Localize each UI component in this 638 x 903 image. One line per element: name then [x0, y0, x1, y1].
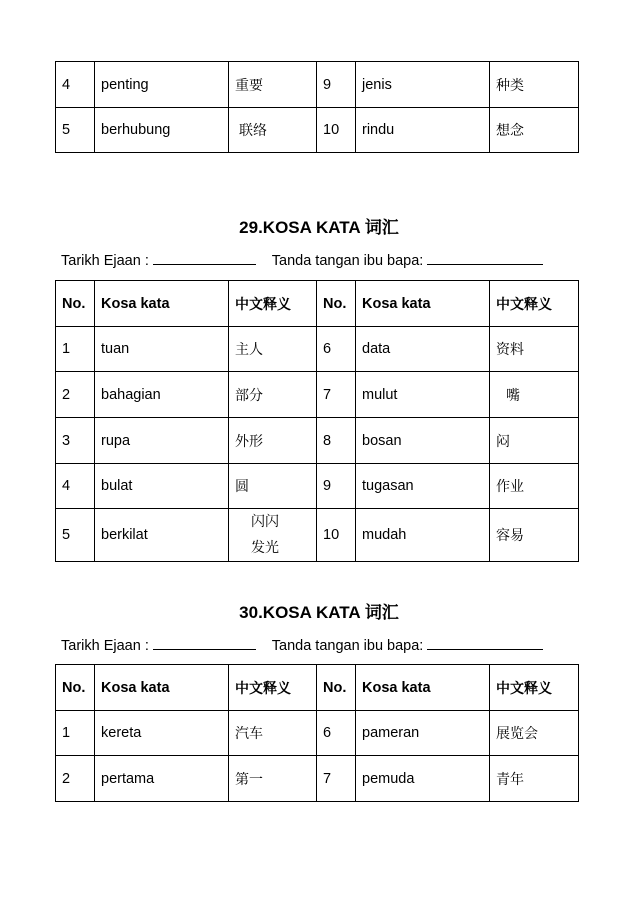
- header-chinese: 中文释义: [490, 665, 579, 711]
- table-row: [56, 327, 579, 372]
- row-number: 9: [317, 464, 356, 509]
- row-number: 2: [56, 372, 95, 418]
- signature-line-30: [61, 635, 543, 654]
- chinese-meaning: 想念: [490, 108, 579, 153]
- table-header-row: [56, 281, 579, 327]
- signature-line-29: [61, 250, 543, 269]
- header-no: No.: [56, 281, 95, 327]
- row-number: 5: [56, 509, 95, 562]
- malay-word: jenis: [356, 62, 490, 108]
- chinese-meaning: 容易: [490, 509, 579, 562]
- row-number: 6: [317, 327, 356, 372]
- chinese-meaning: 联络: [229, 108, 317, 153]
- chinese-meaning: 外形: [229, 418, 317, 464]
- row-number: 4: [56, 464, 95, 509]
- spelling-date-blank[interactable]: [153, 635, 256, 650]
- parent-signature-blank[interactable]: [427, 635, 543, 650]
- malay-word: mulut: [356, 372, 490, 418]
- chinese-meaning: 重要: [229, 62, 317, 108]
- malay-word: tuan: [95, 327, 229, 372]
- row-number: 7: [317, 372, 356, 418]
- chinese-meaning: 闷: [490, 418, 579, 464]
- chinese-meaning: 部分: [229, 372, 317, 418]
- malay-word: pameran: [356, 711, 490, 756]
- header-kosa-kata: Kosa kata: [356, 665, 490, 711]
- row-number: 7: [317, 756, 356, 802]
- malay-word: tugasan: [356, 464, 490, 509]
- chinese-meaning: 青年: [490, 756, 579, 802]
- section-30-title: [0, 598, 638, 623]
- header-chinese: 中文释义: [229, 665, 317, 711]
- chinese-meaning: 汽车: [229, 711, 317, 756]
- chinese-meaning: 主人: [229, 327, 317, 372]
- malay-word: bulat: [95, 464, 229, 509]
- section-title-text: 30.KOSA KATA: [239, 603, 361, 622]
- row-number: 3: [56, 418, 95, 464]
- header-no: No.: [317, 281, 356, 327]
- table-row: [56, 464, 579, 509]
- malay-word: kereta: [95, 711, 229, 756]
- section-title-text: 29.KOSA KATA: [239, 218, 361, 237]
- row-number: 1: [56, 327, 95, 372]
- parent-signature-blank[interactable]: [427, 250, 543, 265]
- row-number: 2: [56, 756, 95, 802]
- chinese-meaning: 资料: [490, 327, 579, 372]
- chinese-meaning: 作业: [490, 464, 579, 509]
- malay-word: pertama: [95, 756, 229, 802]
- chinese-meaning: 圆: [229, 464, 317, 509]
- row-number: 8: [317, 418, 356, 464]
- row-number: 10: [317, 108, 356, 153]
- row-number: 1: [56, 711, 95, 756]
- malay-word: pemuda: [356, 756, 490, 802]
- malay-word: data: [356, 327, 490, 372]
- table-row: [56, 509, 579, 562]
- vocab-table-30: [55, 664, 579, 802]
- header-kosa-kata: Kosa kata: [95, 281, 229, 327]
- table-row: [56, 756, 579, 802]
- spelling-date-blank[interactable]: [153, 250, 256, 265]
- row-number: 6: [317, 711, 356, 756]
- header-chinese: 中文释义: [490, 281, 579, 327]
- header-chinese: 中文释义: [229, 281, 317, 327]
- parent-signature-label: Tanda tangan ibu bapa:: [271, 253, 424, 269]
- malay-word: rupa: [95, 418, 229, 464]
- header-kosa-kata: Kosa kata: [95, 665, 229, 711]
- spelling-date-label: Tarikh Ejaan :: [61, 638, 149, 654]
- table-header-row: [56, 665, 579, 711]
- table-row: [56, 62, 579, 108]
- header-kosa-kata: Kosa kata: [356, 281, 490, 327]
- parent-signature-label: Tanda tangan ibu bapa:: [271, 638, 424, 654]
- chinese-meaning-line2: 发光: [251, 540, 279, 556]
- section-title-chinese: 词汇: [364, 218, 399, 238]
- row-number: 5: [56, 108, 95, 153]
- chinese-meaning: 嘴: [490, 372, 579, 418]
- malay-word: bahagian: [95, 372, 229, 418]
- section-29-title: [0, 213, 638, 238]
- table-row: [56, 372, 579, 418]
- spelling-date-label: Tarikh Ejaan :: [61, 253, 149, 269]
- table-row: [56, 711, 579, 756]
- malay-word: berhubung: [95, 108, 229, 153]
- chinese-meaning: 种类: [490, 62, 579, 108]
- malay-word: rindu: [356, 108, 490, 153]
- chinese-meaning: 展览会: [490, 711, 579, 756]
- chinese-meaning: 第一: [229, 756, 317, 802]
- section-title-chinese: 词汇: [364, 603, 399, 623]
- header-no: No.: [317, 665, 356, 711]
- chinese-meaning: [229, 509, 317, 562]
- header-no: No.: [56, 665, 95, 711]
- vocab-table-28-continued: [55, 61, 579, 153]
- malay-word: penting: [95, 62, 229, 108]
- malay-word: berkilat: [95, 509, 229, 562]
- table-row: [56, 108, 579, 153]
- row-number: 4: [56, 62, 95, 108]
- row-number: 9: [317, 62, 356, 108]
- malay-word: mudah: [356, 509, 490, 562]
- vocab-table-29: [55, 280, 579, 562]
- chinese-meaning-line1: 闪闪: [251, 514, 279, 530]
- table-row: [56, 418, 579, 464]
- malay-word: bosan: [356, 418, 490, 464]
- row-number: 10: [317, 509, 356, 562]
